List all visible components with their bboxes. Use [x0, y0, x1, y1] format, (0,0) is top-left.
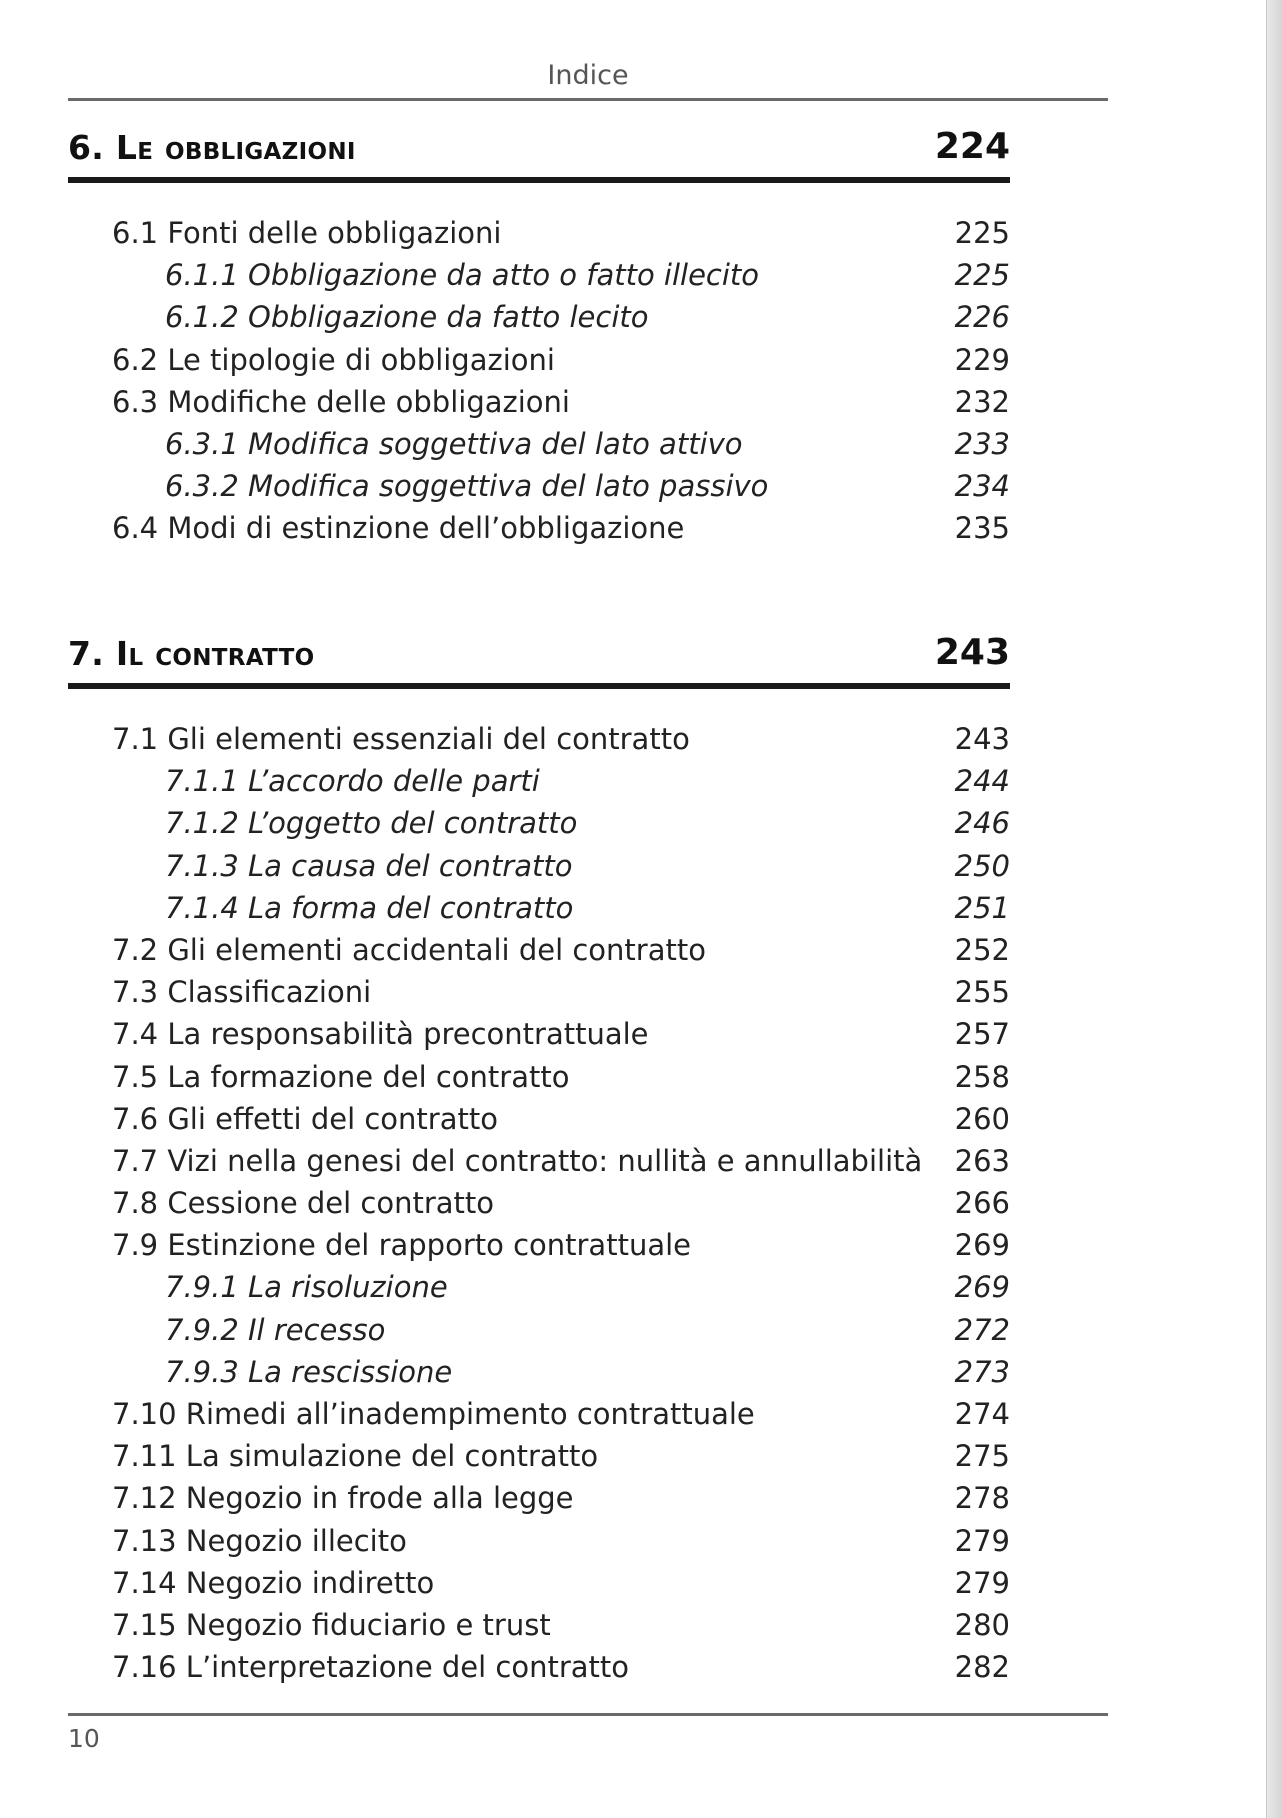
toc-entry-title: 7.10 Rimedi all’inadempimento contrattuale [112, 1397, 755, 1431]
toc-subentry[interactable] [112, 887, 1010, 929]
toc-entry-page: 234 [954, 469, 1010, 504]
toc-entry-page: 273 [954, 1354, 1010, 1389]
toc-entry-title: 6.3 Modifiche delle obbligazioni [112, 384, 570, 419]
toc-entry[interactable] [112, 929, 1010, 971]
toc-entry-page: 269 [954, 1270, 1010, 1305]
toc-subentry[interactable] [112, 465, 1010, 507]
toc-subentry[interactable] [112, 1266, 1010, 1308]
toc-subentry[interactable] [112, 1309, 1010, 1351]
toc-entry-title: 6.1 Fonti delle obbligazioni [112, 216, 502, 250]
toc-entry-page: 269 [954, 1228, 1010, 1263]
toc-entry-title: 7.12 Negozio in frode alla legge [112, 1481, 574, 1516]
toc-entry-page: 278 [954, 1481, 1010, 1516]
chapter-heading [68, 634, 1010, 684]
toc-list [112, 212, 1010, 550]
toc-entry-title: 7.16 L’interpretazione del contratto [112, 1650, 630, 1685]
toc-entry[interactable] [112, 1520, 1010, 1562]
chapter-rule [68, 177, 1010, 183]
toc-entry[interactable] [112, 339, 1010, 381]
toc-entry-title: 7.9.3 La rescissione [165, 1354, 453, 1389]
toc-entry[interactable] [112, 1182, 1010, 1224]
toc-entry[interactable] [112, 971, 1010, 1013]
toc-entry-title: 7.9.1 La risoluzione [165, 1270, 448, 1305]
toc-entry-title: 7.2 Gli elementi accidentali del contratto [112, 932, 706, 967]
page-number: 10 [68, 1724, 100, 1753]
toc-entry-title: 7.15 Negozio fiduciario e trust [112, 1607, 551, 1642]
toc-entry-page: 272 [954, 1312, 1010, 1347]
toc-entry[interactable] [112, 1435, 1010, 1477]
toc-entry-page: 246 [954, 806, 1010, 841]
toc-entry-title: 7.4 La responsabilità precontrattuale [112, 1017, 649, 1052]
toc-entry-page: 280 [954, 1607, 1010, 1642]
toc-entry[interactable] [112, 212, 1010, 254]
toc-entry-title: 6.3.1 Modifica soggettiva del lato attivo [165, 426, 743, 461]
header-rule [68, 98, 1108, 101]
toc-entry-title: 7.9.2 Il recesso [165, 1312, 386, 1347]
toc-entry-title: 6.1.1 Obbligazione da atto o fatto illecito [165, 258, 760, 293]
toc-entry-page: 225 [954, 216, 1010, 250]
toc-entry-page: 275 [954, 1439, 1010, 1474]
toc-subentry[interactable] [112, 254, 1010, 296]
toc-entry-page: 226 [954, 300, 1010, 335]
toc-entry[interactable] [112, 507, 1010, 549]
toc-entry-page: 243 [954, 722, 1010, 756]
chapter-title [68, 128, 356, 167]
toc-entry-page: 274 [954, 1397, 1010, 1431]
toc-entry-title: 7.5 La formazione del contratto [112, 1059, 570, 1094]
toc-entry[interactable] [112, 718, 1010, 760]
toc-entry-page: 279 [954, 1523, 1010, 1558]
toc-entry[interactable] [112, 1393, 1010, 1435]
toc-entry-page: 235 [954, 511, 1010, 546]
toc-subentry[interactable] [112, 802, 1010, 844]
toc-entry[interactable] [112, 1477, 1010, 1519]
page-edge-shadow [1266, 0, 1282, 1818]
chapter-heading [68, 128, 1010, 178]
toc-subentry[interactable] [112, 296, 1010, 338]
chapter-page-number: 224 [934, 126, 1010, 167]
chapter-name: Le obbligazioni [115, 128, 356, 167]
toc-subentry[interactable] [112, 845, 1010, 887]
toc-entry[interactable] [112, 1056, 1010, 1098]
toc-entry-title: 7.1.2 L’oggetto del contratto [165, 806, 578, 841]
toc-entry-title: 6.3.2 Modifica soggettiva del lato passivo [165, 469, 769, 504]
toc-entry-title: 7.8 Cessione del contratto [112, 1186, 495, 1221]
toc-entry-title: 6.4 Modi di estinzione dell’obbligazione [112, 511, 685, 546]
toc-entry-page: 266 [954, 1186, 1010, 1221]
footer-rule [68, 1713, 1108, 1716]
toc-entry-page: 252 [954, 932, 1010, 967]
toc-entry-title: 7.13 Negozio illecito [112, 1523, 407, 1558]
toc-entry-title: 7.1.1 L’accordo delle parti [165, 764, 540, 799]
chapter-rule [68, 683, 1010, 689]
toc-entry-title: 7.9 Estinzione del rapporto contrattuale [112, 1228, 691, 1263]
toc-entry-page: 263 [954, 1143, 1010, 1178]
toc-entry[interactable] [112, 1604, 1010, 1646]
toc-entry-page: 229 [954, 342, 1010, 377]
toc-entry[interactable] [112, 1140, 1010, 1182]
toc-entry-title: 7.7 Vizi nella genesi del contratto: nullità e annullabilità [112, 1143, 923, 1178]
toc-entry-page: 258 [954, 1059, 1010, 1094]
toc-entry-title: 6.2 Le tipologie di obbligazioni [112, 342, 555, 377]
toc-list [112, 718, 1010, 1688]
toc-subentry[interactable] [112, 423, 1010, 465]
toc-entry[interactable] [112, 1224, 1010, 1266]
toc-entry-title: 7.6 Gli effetti del contratto [112, 1101, 498, 1136]
toc-entry[interactable] [112, 1562, 1010, 1604]
toc-entry-page: 255 [954, 975, 1010, 1010]
toc-entry-title: 7.1.3 La causa del contratto [165, 848, 573, 883]
toc-subentry[interactable] [112, 1351, 1010, 1393]
chapter-page-number: 243 [934, 632, 1010, 673]
toc-entry-page: 233 [954, 426, 1010, 461]
running-header: Indice [547, 60, 629, 91]
toc-entry-page: 260 [954, 1101, 1010, 1136]
chapter-number: 7. [68, 634, 105, 673]
toc-entry-title: 7.3 Classificazioni [112, 975, 372, 1010]
toc-entry-title: 6.1.2 Obbligazione da fatto lecito [165, 300, 649, 335]
chapter-number: 6. [68, 128, 105, 167]
toc-entry-page: 251 [954, 890, 1010, 925]
toc-entry-page: 257 [954, 1017, 1010, 1052]
toc-entry-title: 7.1 Gli elementi essenziali del contratto [112, 722, 690, 756]
toc-entry-title: 7.14 Negozio indiretto [112, 1565, 435, 1600]
toc-entry-page: 232 [954, 384, 1010, 419]
toc-entry[interactable] [112, 1646, 1010, 1688]
toc-entry[interactable] [112, 381, 1010, 423]
toc-subentry[interactable] [112, 760, 1010, 802]
toc-entry[interactable] [112, 1013, 1010, 1055]
toc-entry-page: 244 [954, 764, 1010, 799]
toc-entry-page: 225 [954, 258, 1010, 293]
chapter-6 [68, 126, 1010, 546]
toc-entry-page: 279 [954, 1565, 1010, 1600]
chapter-7 [68, 632, 1010, 1685]
chapter-title [68, 634, 314, 673]
toc-entry-title: 7.11 La simulazione del contratto [112, 1439, 599, 1474]
toc-entry-page: 282 [954, 1650, 1010, 1685]
chapter-name: Il contratto [115, 634, 315, 673]
toc-entry-page: 250 [954, 848, 1010, 883]
toc-entry[interactable] [112, 1098, 1010, 1140]
toc-entry-title: 7.1.4 La forma del contratto [165, 890, 574, 925]
